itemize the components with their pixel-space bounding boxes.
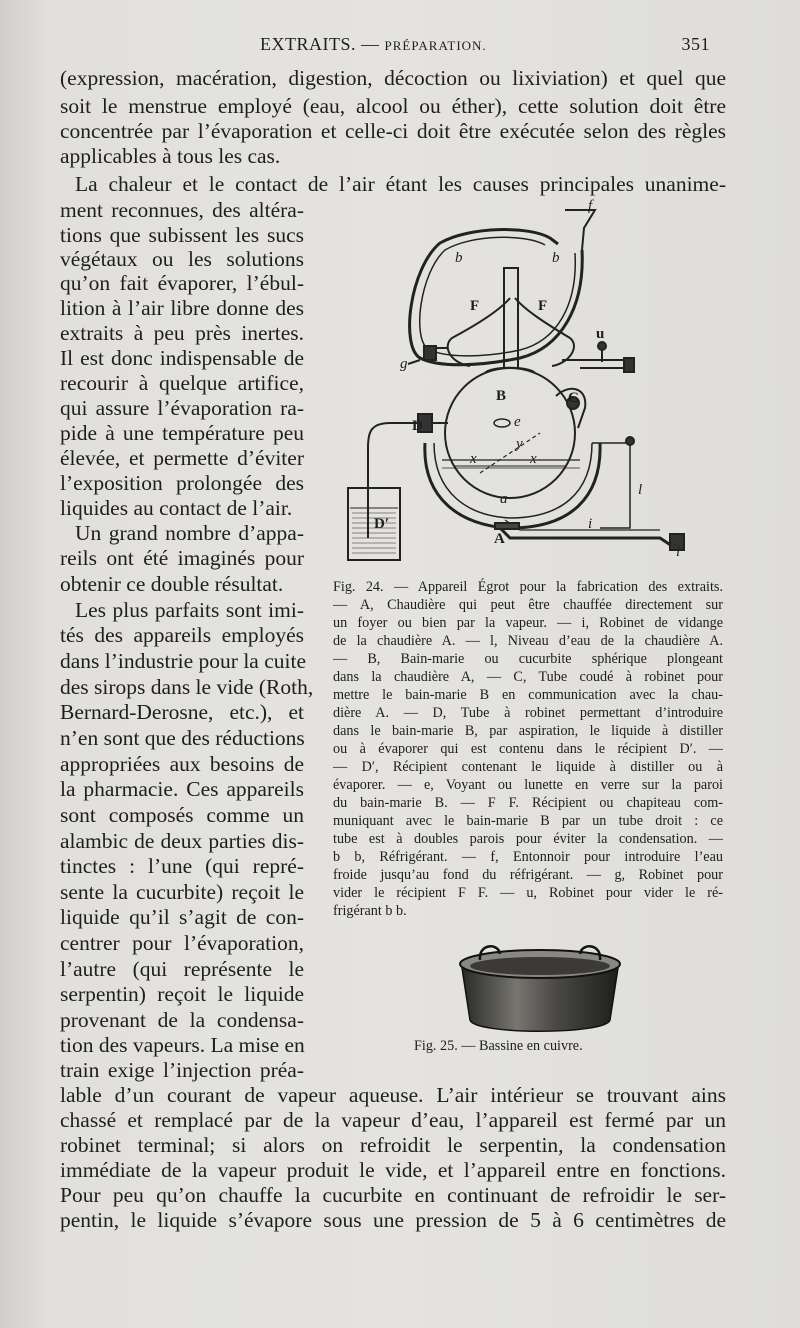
column-line: Il est donc indispensable de xyxy=(60,346,304,370)
label-i-end: i xyxy=(676,544,681,560)
figure-24-caption-line: dière A. — D, Tube à robinet permettant d’introduire xyxy=(333,705,723,721)
label-A: A xyxy=(494,531,505,547)
label-C: C xyxy=(568,390,579,406)
column-line: provenant de la condensa- xyxy=(60,1008,304,1032)
column-line: liquide qu’il s’agit de con- xyxy=(60,905,304,929)
figure-24-caption-line: froide jusqu’au fond du réfrigérant. — g, Robinet pour xyxy=(333,867,723,883)
column-line: tions que subissent les sucs xyxy=(60,223,304,247)
label-g: g xyxy=(400,356,408,372)
figure-25-caption: Fig. 25. — Bassine en cuivre. xyxy=(414,1038,583,1054)
text-line: chassé et remplacé par de la vapeur d’eau, l’appareil est fermé par un xyxy=(60,1108,726,1132)
figure-24-caption-line: de la chaudière A. — l, Niveau d’eau de la chaudière A. xyxy=(333,633,723,649)
column-line: végétaux ou les solutions xyxy=(60,247,304,271)
column-line: tés des appareils employés xyxy=(60,623,304,647)
column-line: train exige l’injection préa- xyxy=(60,1058,304,1082)
column-line: ment reconnues, des altéra- xyxy=(60,198,304,222)
figure-24-caption-line: vider le récipient F F. — u, Robinet pour vider le ré- xyxy=(333,885,723,901)
text-line: lable d’un courant de vapeur aqueuse. L’air intérieur se trouvant ains xyxy=(60,1083,726,1107)
column-line: qu’on fait évaporer, l’ébul- xyxy=(60,271,304,295)
text-line: (expression, macération, digestion, décoction ou lixiviation) et quel que xyxy=(60,66,726,90)
figure-24-caption-line: muniquant avec le bain-marie B par un tube droit : ce xyxy=(333,813,723,829)
figure-24-caption-line: — B, Bain-marie ou cucurbite sphérique plongeant xyxy=(333,651,723,667)
figure-24-caption-line: tube est à doubles parois pour éviter la condensation. — xyxy=(333,831,723,847)
label-D-prime: D′ xyxy=(374,516,390,532)
column-line: obtenir ce double résultat. xyxy=(60,572,284,596)
label-B: B xyxy=(496,388,507,404)
label-b-left: b xyxy=(455,250,463,266)
figure-24-caption-line: frigérant b b. xyxy=(333,903,407,919)
column-line: des sirops dans le vide (Roth, xyxy=(60,675,314,699)
figure-24-caption-line: dans la chaudière A, — C, Tube coudé à robinet pour xyxy=(333,669,723,685)
figure-24-egrot-apparatus xyxy=(330,198,730,578)
column-line: reils ont été imaginés pour xyxy=(60,546,304,570)
column-line: tinctes : l’une (qui repré- xyxy=(60,854,304,878)
column-line: sente la cucurbite) reçoit le xyxy=(60,880,304,904)
figure-24-caption-line: — A, Chaudière qui peut être chauffée directement sur xyxy=(333,597,723,613)
text-line: soit le menstrue employé (eau, alcool ou éther), cette solution doit être xyxy=(60,94,726,118)
label-y: y xyxy=(516,436,523,452)
label-e: e xyxy=(514,414,521,430)
column-line: extraits à peu près inertes. xyxy=(60,321,304,345)
label-D: D xyxy=(412,418,423,434)
text-line: Pour peu qu’on chauffe la cucurbite en continuant de refroidir le ser- xyxy=(60,1183,726,1207)
running-head-subtitle: PRÉPARATION. xyxy=(384,38,487,53)
paragraph-start-line: Les plus parfaits sont imi- xyxy=(75,598,304,622)
label-i-mid: i xyxy=(588,516,593,532)
label-F-right: F xyxy=(538,298,548,314)
column-line: pide à une température peu xyxy=(60,421,304,445)
column-line: qui assure l’évaporation ra- xyxy=(60,396,304,420)
label-b-right: b xyxy=(552,250,560,266)
text-line: concentrée par l’évaporation et celle-ci doit être exécutée selon des règles xyxy=(60,119,726,143)
column-line: liquides au contact de l’air. xyxy=(60,496,293,520)
text-line: robinet terminal; si alors on refroidit le serpentin, la condensation xyxy=(60,1133,726,1157)
label-l: l xyxy=(638,482,643,498)
figure-24-caption-line: Fig. 24. — Appareil Égrot pour la fabrication des extraits. xyxy=(333,579,723,595)
figure-25-copper-basin xyxy=(450,940,630,1040)
column-line: centrer pour l’évaporation, xyxy=(60,931,304,955)
column-line: l’exposition prolongée des xyxy=(60,471,304,495)
running-head-title: EXTRAITS. — PRÉPARATION. xyxy=(260,34,487,54)
label-f: f xyxy=(588,198,593,214)
paragraph-start-line: Un grand nombre d’appa- xyxy=(75,521,304,545)
column-line: alambic de deux parties dis- xyxy=(60,829,304,853)
column-line: élevée, et permette d’éviter xyxy=(60,446,304,470)
column-line: lition à l’air libre donne des xyxy=(60,296,304,320)
running-head xyxy=(60,34,710,58)
column-line: n’en sont que des réductions xyxy=(60,726,305,750)
column-line: serpentin) reçoit le liquide xyxy=(60,982,304,1006)
figure-24-caption-line: — D′, Récipient contenant le liquide à distiller ou à xyxy=(333,759,723,775)
column-line: recourir à quelque artifice, xyxy=(60,371,304,395)
page-number: 351 xyxy=(681,34,710,54)
text-line: immédiate de la vapeur produit le vide, et l’appareil entre en fonctions. xyxy=(60,1158,726,1182)
figure-24-caption-line: b b, Réfrigérant. — f, Entonnoir pour introduire l’eau xyxy=(333,849,723,865)
column-line: la pharmacie. Ces appareils xyxy=(60,777,304,801)
text-line: pentin, le liquide s’évapore sous une pression de 5 à 6 centimètres de xyxy=(60,1208,726,1232)
figure-24-caption-line: mettre le bain-marie B en communication avec la chau- xyxy=(333,687,723,703)
column-line: sont composés comme un xyxy=(60,803,304,827)
figure-24-caption-line: un foyer ou bien par la vapeur. — i, Robinet de vidange xyxy=(333,615,723,631)
column-line: appropriées aux besoins de xyxy=(60,752,304,776)
paragraph-start-line: La chaleur et le contact de l’air étant les causes principales unanime- xyxy=(75,172,726,196)
text-line: applicables à tous les cas. xyxy=(60,144,281,168)
column-line: dans l’industrie pour la cuite xyxy=(60,649,306,673)
label-u: u xyxy=(596,326,605,342)
column-line: l’autre (qui représente le xyxy=(60,957,304,981)
figure-24-caption-line: évaporer. — e, Voyant ou lunette en verre sur la paroi xyxy=(333,777,723,793)
label-a: a xyxy=(500,491,508,507)
column-line: tion des vapeurs. La mise en xyxy=(60,1033,305,1057)
column-line: Bernard-Derosne, etc.), et xyxy=(60,700,304,724)
label-F-left: F xyxy=(470,298,480,314)
label-x-right: x xyxy=(530,451,537,467)
figure-24-caption-line: dans le bain-marie B, par aspiration, le liquide à distiller xyxy=(333,723,723,739)
label-x-left: x xyxy=(470,451,477,467)
figure-24-caption-line: du bain-marie B. — F F. Récipient ou chapiteau com- xyxy=(333,795,723,811)
figure-24-caption-line: ou à évaporer qui est contenu dans le récipient D′. — xyxy=(333,741,723,757)
